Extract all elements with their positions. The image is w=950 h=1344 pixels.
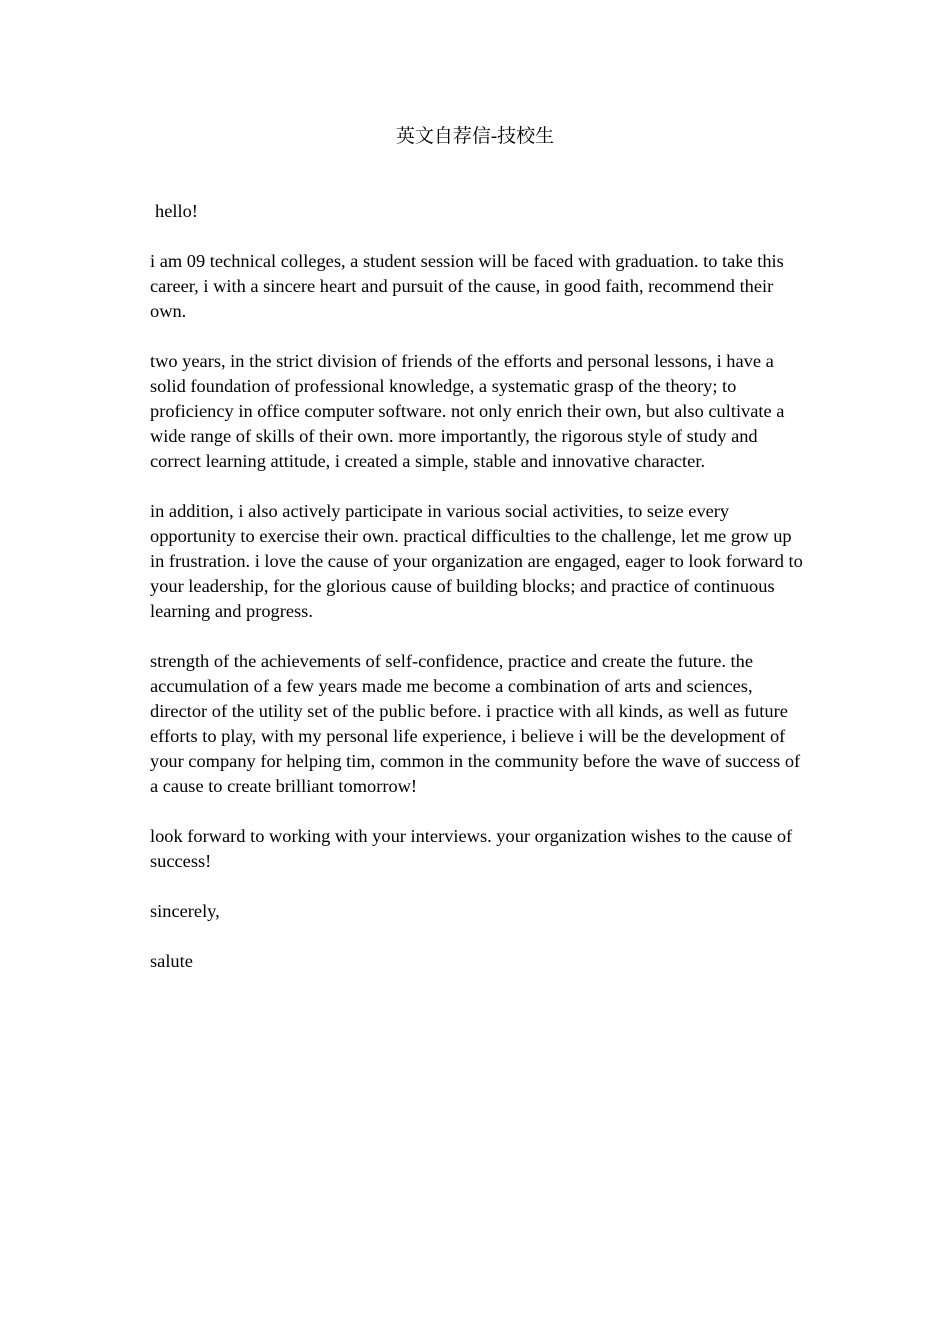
paragraph-closing-wish: look forward to working with your interviews. your organization wishes to the cause of success! bbox=[150, 826, 793, 871]
signature: salute bbox=[150, 951, 193, 971]
paragraph-activities: in addition, i also actively participate in various social activities, to seize every opportunity to exercise their own. practical difficulties to the challenge, let me grow up in frustration. i love the cause of your organization are engaged, eager to look forward to your leadership, for the glorious cause of building blocks; and practice of continuous learning and progress. bbox=[150, 501, 803, 621]
closing: sincerely, bbox=[150, 901, 220, 921]
greeting: hello! bbox=[155, 201, 198, 221]
document-title: 英文自荐信-技校生 bbox=[395, 126, 555, 147]
paragraph-strengths: strength of the achievements of self-confidence, practice and create the future. the accumulation of a few years made me become a combination of arts and sciences, director of the utility set of the public before. i practice with all kinds, as well as future efforts to play, with my personal life experience, i believe i will be the development of your company for helping tim, common in the community before the wave of success of a cause to create brilliant tomorrow! bbox=[150, 651, 801, 796]
paragraph-intro: i am 09 technical colleges, a student session will be faced with graduation. to take this career, i with a sincere heart and pursuit of the cause, in good faith, recommend their own. bbox=[150, 251, 784, 321]
letter-body bbox=[150, 199, 805, 999]
paragraph-education: two years, in the strict division of friends of the efforts and personal lessons, i have a solid foundation of professional knowledge, a systematic grasp of the theory; to proficiency in office computer software. not only enrich their own, but also cultivate a wide range of skills of their own. more importantly, the rigorous style of study and correct learning attitude, i created a simple, stable and innovative character. bbox=[150, 351, 785, 471]
